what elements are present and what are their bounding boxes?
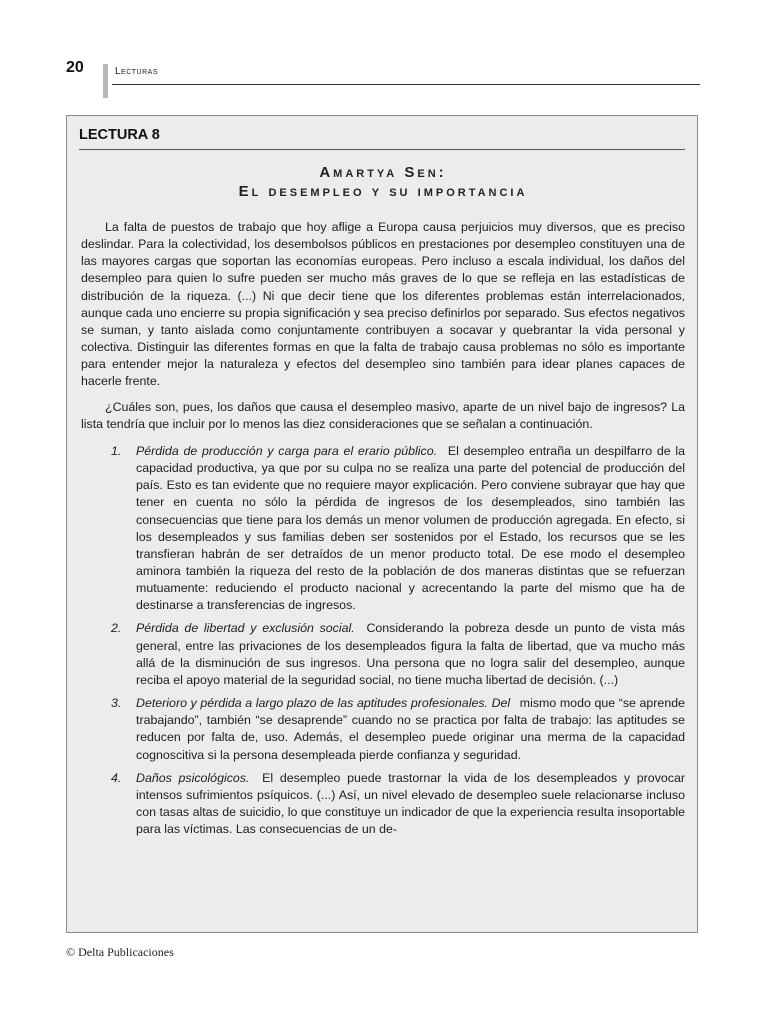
reading-content [81, 219, 685, 844]
list-item [81, 770, 685, 839]
item-title: Pérdida de producción y carga para el erario público. [136, 443, 438, 458]
item-number: 2. [111, 621, 122, 636]
paragraph-question: ¿Cuáles son, pues, los daños que causa el desempleo masivo, aparte de un nivel bajo de ingresos? La lista tendría que incluir por lo menos las diez consideraciones que se señalan a continuación. [81, 399, 685, 431]
section-title: Lecturas [115, 66, 159, 77]
reading-box [66, 115, 698, 933]
reading-title-subject: El desempleo y su importancia [238, 183, 528, 200]
footer-copyright: © Delta Publicaciones [66, 945, 174, 959]
item-text: El desempleo entraña un despilfarro de la capacidad productiva, ya que por su culpa no se realiza una parte del potencial de producción del país. Esto es tan evidente que no requiere mayor explicación. Pero conviene subrayar que hay que tener en cuenta no sólo la pérdida de ingresos de los desempleados, sino también las consecuencias que tiene para los demás un menor volumen de producción agregada. En efecto, si los desempleados y sus familias deben ser sostenidos por el Estado, los recursos que se les transfieran habrán de ser detraídos de un menor producto total. De ese modo el desempleo aminora también la riqueza del resto de la población de dos maneras distintas que se refuerzan mutuamente: reduciendo el producto nacional y acrecentando la parte del mismo que ha de destinarse a transferencias de ingresos. [136, 443, 686, 613]
header-bar [103, 64, 108, 98]
list-item [81, 620, 685, 689]
item-title: Deterioro y pérdida a largo plazo de las aptitudes profesionales. Del [136, 696, 511, 711]
reading-title-author: Amartya Sen: [319, 164, 447, 181]
item-text: Considerando la pobreza desde un punto de vista más general, entre las privaciones de los desempleados figura la falta de libertad, que va mucho más allá de la disminución de sus ingresos. Una persona que no logra salir del desempleo, aunque reciba el apoyo material de la seguridad social, no tiene mucha libertad de decisión. (...) [136, 621, 685, 687]
item-number: 1. [111, 443, 122, 458]
list-item [81, 443, 685, 615]
paragraph-intro: La falta de puestos de trabajo que hoy aflige a Europa causa perjuicios muy diversos, que es preciso deslindar. Para la colectividad, los desembolsos públicos en prestaciones por desempleo constituyen una de las mayores cargas que soportan las economías europeas. Pero incluso a escala individual, los daños del desempleo para quien lo sufre pueden ser mucho más graves de lo que se refleja en las estadísticas de distribución de la riqueza. (...) Ni que decir tiene que los diferentes problemas están interrelacionados, aunque cada uno encierre su propia significación y sea preciso definirlos por separado. Sus efectos negativos se suman, y tanto aislada como conjuntamente contribuyen a socavar y quebrantar la vida personal y colectiva. Distinguir las diferentes formas en que la falta de trabajo causa problemas no sólo es importante para entender mejor la naturaleza y efectos del desempleo sino también para idear planes capaces de hacerle frente. [81, 220, 685, 389]
page-number: 20 [66, 59, 84, 76]
item-text: mismo modo que “se aprende trabajando”, también “se desaprende” cuando no se practica por falta de trabajo: las aptitudes se reducen por falta de, uso. Además, el desempleo puede originar una merma de la capacidad cognoscitiva si la persona desempleada pierde confianza y seguridad. [136, 696, 685, 762]
list-item [81, 695, 685, 764]
reading-label: LECTURA 8 [79, 127, 160, 143]
item-number: 4. [111, 770, 122, 785]
reading-rule [79, 149, 685, 150]
item-text: El desempleo puede trastornar la vida de los desempleados y provocar intensos sufrimientos psíquicos. (...) Así, un nivel elevado de desempleo suele relacionarse incluso con tasas altas de suicidio, lo que constituye un indicador de que la experiencia resulta insoportable para las víctimas. Las consecuencias de un de- [136, 770, 685, 837]
item-number: 3. [111, 696, 122, 711]
item-title: Pérdida de libertad y exclusión social. [136, 621, 355, 636]
item-title: Daños psicológicos. [136, 770, 250, 785]
header-rule [112, 84, 700, 85]
considerations-list [81, 443, 685, 838]
